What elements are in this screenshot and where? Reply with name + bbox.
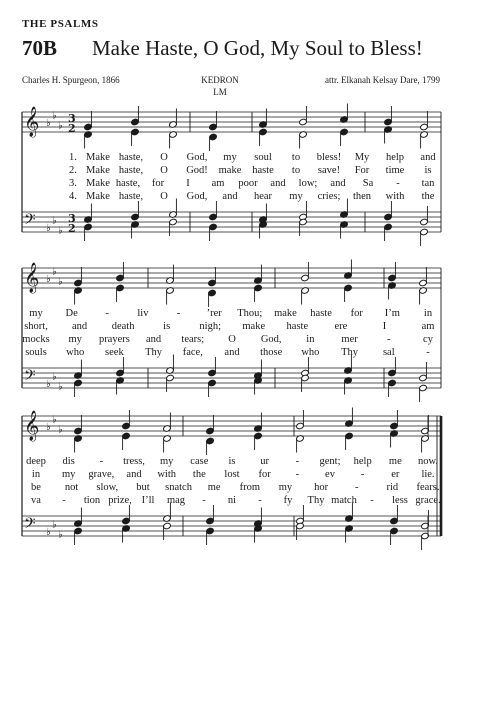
lyric-syllable: mag bbox=[166, 495, 186, 506]
lyric-syllable: - bbox=[176, 308, 181, 319]
verse-number: 3. bbox=[69, 178, 77, 189]
bass-clef: 𝄢 bbox=[24, 367, 36, 388]
lyric-syllable: tears; bbox=[181, 334, 205, 345]
lyric-syllable: er bbox=[391, 469, 400, 480]
music-credit: attr. Elkanah Kelsay Dare, 1799 bbox=[325, 75, 440, 85]
lyric-syllable: to bbox=[291, 152, 301, 163]
lyric-syllable: bless! bbox=[316, 152, 342, 163]
lyric-syllable: help bbox=[385, 152, 405, 163]
lyric-syllable: ni bbox=[227, 495, 237, 506]
lyric-syllable: my bbox=[159, 456, 174, 467]
lyric-syllable: hear bbox=[253, 191, 273, 202]
key-flat: ♭ bbox=[58, 276, 63, 288]
lyric-syllable: and bbox=[420, 152, 436, 163]
lyric-syllable: and bbox=[126, 469, 142, 480]
lyric-syllable: is bbox=[424, 165, 432, 176]
treble-clef: 𝄞 bbox=[24, 263, 40, 293]
bass-clef: 𝄢 bbox=[24, 515, 36, 536]
lyric-syllable: dis bbox=[62, 456, 75, 467]
lyric-syllable: deep bbox=[26, 456, 46, 467]
lyric-syllable: rid bbox=[386, 482, 399, 493]
lyric-syllable: to bbox=[291, 165, 301, 176]
lyric-syllable: - bbox=[387, 334, 391, 345]
lyric-syllable: the bbox=[421, 191, 435, 202]
lyric-syllable: now. bbox=[417, 456, 439, 467]
lyric-syllable: - bbox=[99, 456, 104, 467]
lyric-syllable: - bbox=[354, 482, 359, 493]
lyric-syllable: haste bbox=[310, 308, 332, 319]
lyric-syllable: - bbox=[370, 495, 374, 506]
lyric-syllable: grave, bbox=[88, 469, 115, 480]
lyric-syllable: O bbox=[160, 152, 168, 163]
lyric-syllable: my bbox=[223, 152, 237, 163]
key-flat: ♭ bbox=[58, 120, 63, 132]
lyric-syllable: haste, bbox=[118, 191, 144, 202]
key-flat: ♭ bbox=[52, 414, 57, 426]
lyric-syllable: tan bbox=[421, 178, 435, 189]
lyric-syllable: face, bbox=[182, 347, 203, 358]
lyric-syllable: haste, bbox=[118, 165, 144, 176]
verse-number: 2. bbox=[69, 165, 77, 176]
lyric-syllable: and bbox=[224, 347, 240, 358]
lyric-syllable: - bbox=[105, 308, 110, 319]
lyric-syllable: - bbox=[258, 495, 262, 506]
lyric-syllable: from bbox=[239, 482, 261, 493]
hymn-title: Make Haste, O God, My Soul to Bless! bbox=[92, 36, 423, 60]
lyric-syllable: help bbox=[353, 456, 372, 467]
lyric-syllable: fears. bbox=[416, 482, 440, 493]
lyric-syllable: - bbox=[295, 469, 300, 480]
lyric-syllable: save! bbox=[317, 165, 341, 176]
lyric-syllable: I’m bbox=[384, 308, 400, 319]
lyric-syllable: am bbox=[421, 321, 435, 332]
bass-clef: 𝄢 bbox=[24, 211, 36, 232]
lyric-syllable: in bbox=[31, 469, 41, 480]
lyric-syllable: mer bbox=[341, 334, 358, 345]
lyric-syllable: my bbox=[289, 191, 303, 202]
lyric-syllable: tion bbox=[83, 495, 101, 506]
lyric-syllable: O bbox=[160, 165, 168, 176]
lyric-syllable: haste bbox=[252, 165, 274, 176]
lyric-syllable: snatch bbox=[165, 482, 192, 493]
time-sig-bottom: 2 bbox=[68, 222, 76, 235]
lyric-syllable: O bbox=[160, 191, 168, 202]
lyric-syllable: ev bbox=[325, 469, 335, 480]
lyric-syllable: for bbox=[350, 308, 363, 319]
lyric-syllable: nigh; bbox=[199, 321, 222, 332]
lyric-syllable: Make bbox=[86, 191, 110, 202]
lyric-syllable: I bbox=[382, 321, 387, 332]
verse-number: 4. bbox=[69, 191, 77, 202]
lyric-syllable: who bbox=[66, 347, 85, 358]
lyric-syllable: those bbox=[260, 347, 283, 358]
lyric-syllable: make bbox=[274, 308, 297, 319]
lyric-syllable: lie. bbox=[421, 469, 435, 480]
key-flat: ♭ bbox=[52, 519, 57, 531]
lyric-syllable: liv bbox=[137, 308, 149, 319]
lyric-syllable: for bbox=[258, 469, 271, 480]
lyric-syllable: my bbox=[278, 482, 293, 493]
lyric-syllable: Make bbox=[86, 178, 110, 189]
lyric-syllable: is bbox=[163, 321, 171, 332]
key-flat: ♭ bbox=[46, 527, 51, 538]
lyric-syllable: who bbox=[301, 347, 320, 358]
lyric-syllable: - bbox=[426, 347, 430, 358]
lyric-syllable: Sa bbox=[362, 178, 374, 189]
lyric-syllable: va bbox=[31, 495, 41, 506]
lyric-syllable: Thy bbox=[341, 347, 359, 358]
key-flat: ♭ bbox=[58, 529, 63, 541]
key-flat: ♭ bbox=[46, 223, 51, 234]
lyric-syllable: haste, bbox=[115, 178, 141, 189]
lyric-syllable: I bbox=[186, 178, 190, 189]
lyric-syllable: my bbox=[61, 469, 76, 480]
lyric-syllable: in bbox=[423, 308, 433, 319]
lyric-syllable: Thy bbox=[145, 347, 163, 358]
lyric-syllable: and bbox=[222, 191, 238, 202]
lyric-syllable: My bbox=[354, 152, 370, 163]
lyric-syllable: and bbox=[146, 334, 162, 345]
lyric-syllable: match bbox=[331, 495, 357, 506]
key-flat: ♭ bbox=[46, 379, 51, 390]
key-flat: ♭ bbox=[58, 424, 63, 436]
lyric-syllable: then bbox=[352, 191, 372, 202]
lyric-syllable: case bbox=[190, 456, 209, 467]
lyric-syllable: the bbox=[192, 469, 206, 480]
lyric-syllable: for bbox=[151, 178, 165, 189]
lyric-syllable: ’rer bbox=[206, 308, 222, 319]
key-flat: ♭ bbox=[52, 266, 57, 278]
lyric-syllable: time bbox=[385, 165, 405, 176]
lyric-syllable: short, bbox=[24, 321, 48, 332]
lyric-syllable: prayers bbox=[98, 334, 130, 345]
treble-clef: 𝄞 bbox=[24, 411, 40, 441]
lyric-syllable: and bbox=[270, 178, 286, 189]
lyric-syllable: fy bbox=[283, 495, 293, 506]
lyric-syllable: Make bbox=[86, 165, 110, 176]
lyric-syllable: low; bbox=[298, 178, 318, 189]
lyric-syllable: mocks bbox=[22, 334, 50, 345]
key-flat: ♭ bbox=[46, 274, 51, 285]
lyric-syllable: but bbox=[136, 482, 150, 493]
lyric-syllable: - bbox=[360, 469, 365, 480]
lyric-syllable: with bbox=[385, 191, 405, 202]
lyric-syllable: grace. bbox=[415, 495, 441, 506]
lyric-syllable: - bbox=[396, 178, 400, 189]
lyric-syllable: sal bbox=[382, 347, 395, 358]
lyric-syllable: Thy bbox=[307, 495, 325, 506]
lyric-syllable: Thou; bbox=[237, 308, 263, 319]
section-heading: THE PSALMS bbox=[22, 18, 99, 30]
lyric-syllable: my bbox=[29, 308, 43, 319]
lyric-syllable: God, bbox=[260, 334, 282, 345]
lyric-syllable: less bbox=[392, 495, 408, 506]
lyric-syllable: and bbox=[71, 321, 88, 332]
lyric-syllable: in bbox=[306, 334, 315, 345]
hymn-number: 70B bbox=[22, 36, 58, 60]
key-flat: ♭ bbox=[52, 215, 57, 227]
lyric-syllable: soul bbox=[254, 152, 272, 163]
lyric-syllable: souls bbox=[25, 347, 47, 358]
lyric-syllable: be bbox=[31, 482, 41, 493]
key-flat: ♭ bbox=[46, 118, 51, 129]
treble-clef: 𝄞 bbox=[24, 107, 40, 137]
lyric-syllable: lost bbox=[224, 469, 240, 480]
lyric-syllable: my bbox=[68, 334, 82, 345]
lyric-syllable: God, bbox=[186, 191, 208, 202]
lyric-syllable: prize, bbox=[108, 495, 132, 506]
lyric-syllable: make bbox=[242, 321, 266, 332]
lyric-syllable: is bbox=[228, 456, 236, 467]
key-flat: ♭ bbox=[52, 110, 57, 122]
key-flat: ♭ bbox=[58, 381, 63, 393]
lyric-syllable: I’ll bbox=[141, 495, 155, 506]
key-flat: ♭ bbox=[52, 371, 57, 383]
lyric-syllable: O bbox=[228, 334, 236, 345]
meter: LM bbox=[213, 87, 227, 97]
lyric-syllable: death bbox=[111, 321, 135, 332]
key-flat: ♭ bbox=[58, 225, 63, 237]
lyric-syllable: - bbox=[62, 495, 66, 506]
lyric-syllable: seek bbox=[105, 347, 124, 358]
lyric-syllable: haste bbox=[286, 321, 309, 332]
lyric-syllable: cries; bbox=[317, 191, 341, 202]
lyric-syllable: make bbox=[218, 165, 242, 176]
lyric-syllable: hor bbox=[314, 482, 329, 493]
lyric-syllable: am bbox=[211, 178, 225, 189]
lyric-syllable: ere bbox=[334, 321, 348, 332]
time-sig-bottom: 2 bbox=[68, 122, 76, 135]
tune-name: KEDRON bbox=[201, 75, 239, 85]
time-sig-top: 3 bbox=[68, 212, 76, 225]
lyric-syllable: ur bbox=[260, 456, 270, 467]
lyric-syllable: For bbox=[354, 165, 370, 176]
lyric-syllable: - bbox=[202, 495, 206, 506]
lyric-syllable: gent; bbox=[319, 456, 341, 467]
lyric-syllable: haste, bbox=[118, 152, 144, 163]
lyric-syllable: De bbox=[65, 308, 78, 319]
key-flat: ♭ bbox=[46, 422, 51, 433]
lyric-syllable: slow, bbox=[96, 482, 119, 493]
lyric-syllable: and bbox=[330, 178, 346, 189]
lyric-syllable: me bbox=[388, 456, 402, 467]
lyric-syllable: tress, bbox=[123, 456, 145, 467]
lyric-syllable: me bbox=[207, 482, 221, 493]
lyric-syllable: poor bbox=[238, 178, 258, 189]
verse-number: 1. bbox=[69, 152, 77, 163]
text-credit: Charles H. Spurgeon, 1866 bbox=[22, 75, 120, 85]
lyric-syllable: God, bbox=[186, 152, 208, 163]
lyric-syllable: Make bbox=[86, 152, 110, 163]
lyric-syllable: cy bbox=[423, 334, 433, 345]
lyric-syllable: with bbox=[157, 469, 176, 480]
lyric-syllable: - bbox=[295, 456, 300, 467]
time-sig-top: 3 bbox=[68, 112, 76, 125]
lyric-syllable: God! bbox=[186, 165, 208, 176]
lyric-syllable: not bbox=[64, 482, 79, 493]
